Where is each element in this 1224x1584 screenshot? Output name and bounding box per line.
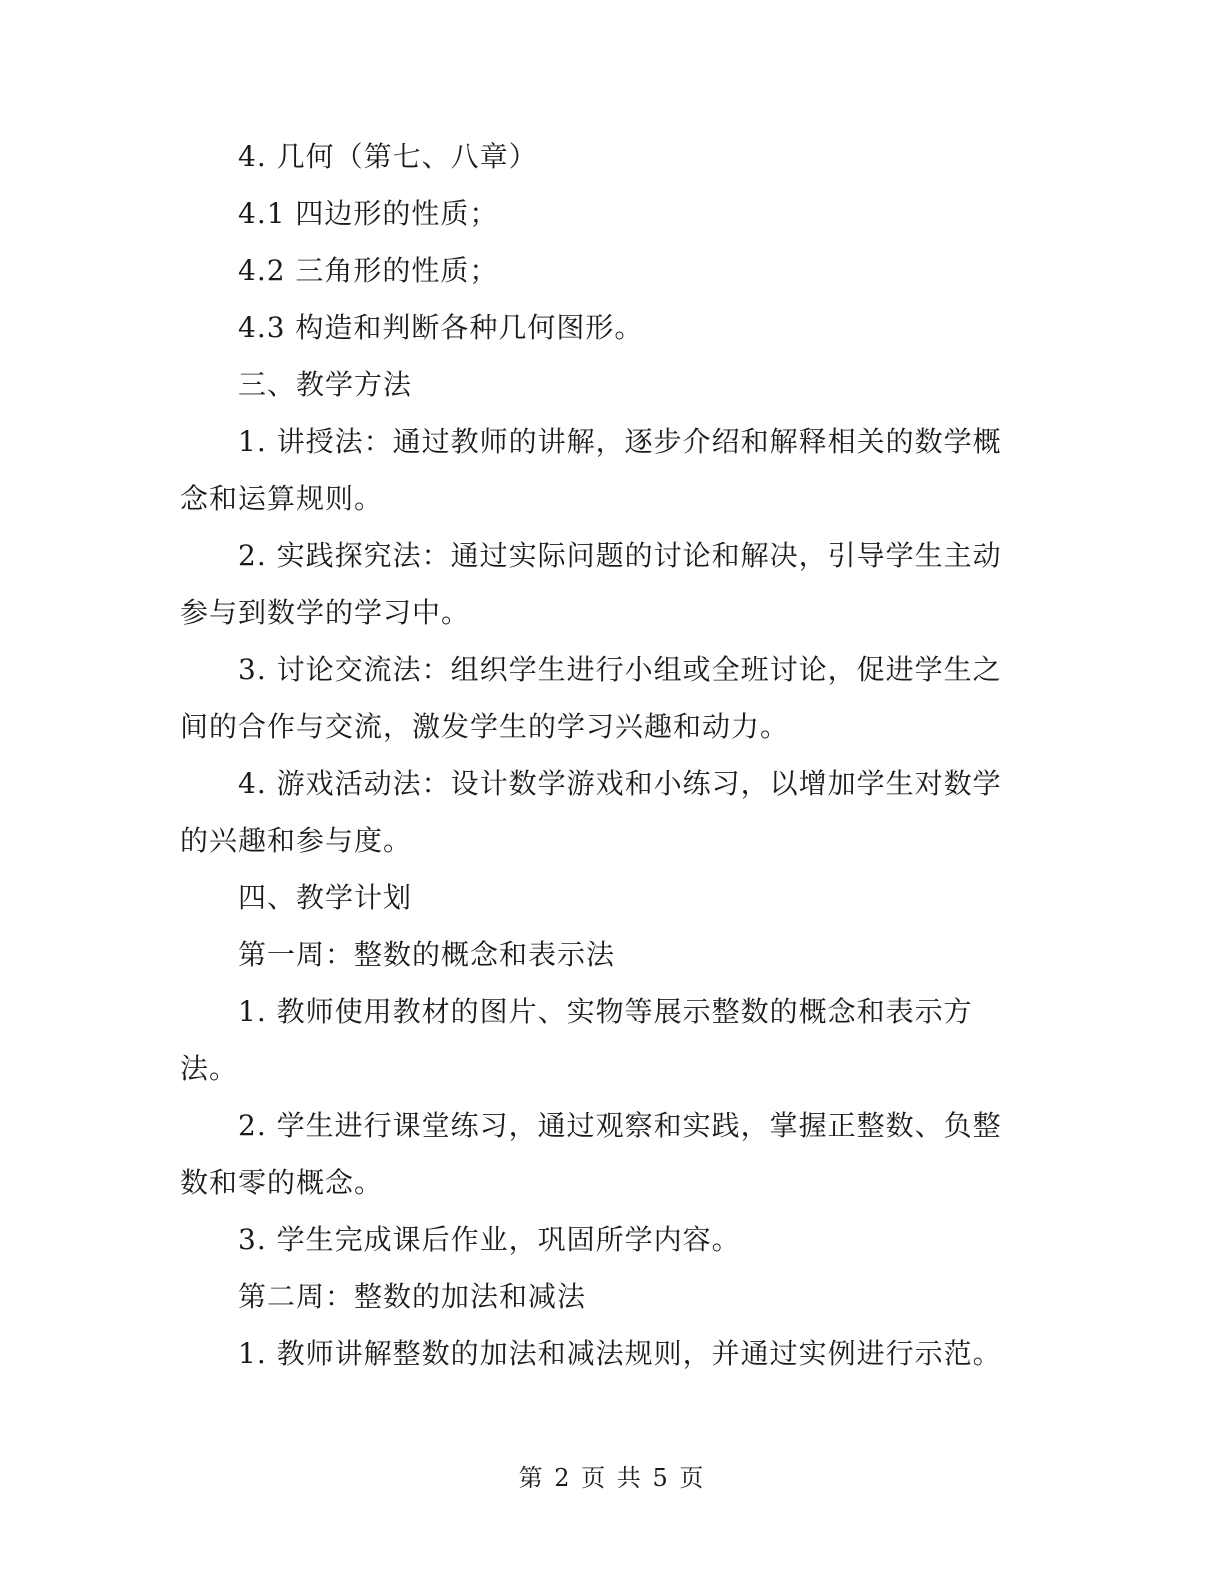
- paragraph-line: 1. 讲授法：通过教师的讲解，逐步介绍和解释相关的数学概: [238, 425, 1002, 458]
- document-body: [180, 128, 1040, 1382]
- paragraph-line: 1. 教师讲解整数的加法和减法规则，并通过实例进行示范。: [238, 1337, 1002, 1370]
- week-heading: 第一周：整数的概念和表示法: [238, 938, 616, 971]
- paragraph-line: 2. 实践探究法：通过实际问题的讨论和解决，引导学生主动: [238, 539, 1002, 572]
- paragraph-line: 法。: [180, 1052, 239, 1085]
- paragraph-line: 2. 学生进行课堂练习，通过观察和实践，掌握正整数、负整: [238, 1109, 1002, 1142]
- paragraph-line: 数和零的概念。: [180, 1166, 384, 1199]
- list-item: 4.3 构造和判断各种几何图形。: [238, 311, 644, 344]
- paragraph-line: 参与到数学的学习中。: [180, 596, 471, 629]
- paragraph-line: 念和运算规则。: [180, 482, 384, 515]
- list-item: 4.1 四边形的性质；: [238, 197, 499, 230]
- list-item: 4.2 三角形的性质；: [238, 254, 499, 287]
- paragraph-line: 3. 学生完成课后作业，巩固所学内容。: [238, 1223, 741, 1256]
- paragraph-line: 的兴趣和参与度。: [180, 824, 413, 857]
- section-heading-teaching-plan: 四、教学计划: [238, 881, 413, 914]
- heading-geometry: 4. 几何（第七、八章）: [238, 140, 538, 173]
- page-number-footer: 第 2 页 共 5 页: [518, 1464, 706, 1492]
- paragraph-line: 4. 游戏活动法：设计数学游戏和小练习，以增加学生对数学: [238, 767, 1002, 800]
- week-heading: 第二周：整数的加法和减法: [238, 1280, 587, 1313]
- section-heading-teaching-methods: 三、教学方法: [238, 368, 413, 401]
- paragraph-line: 3. 讨论交流法：组织学生进行小组或全班讨论，促进学生之: [238, 653, 1002, 686]
- paragraph-line: 1. 教师使用教材的图片、实物等展示整数的概念和表示方: [238, 995, 973, 1028]
- paragraph-line: 间的合作与交流，激发学生的学习兴趣和动力。: [180, 710, 790, 743]
